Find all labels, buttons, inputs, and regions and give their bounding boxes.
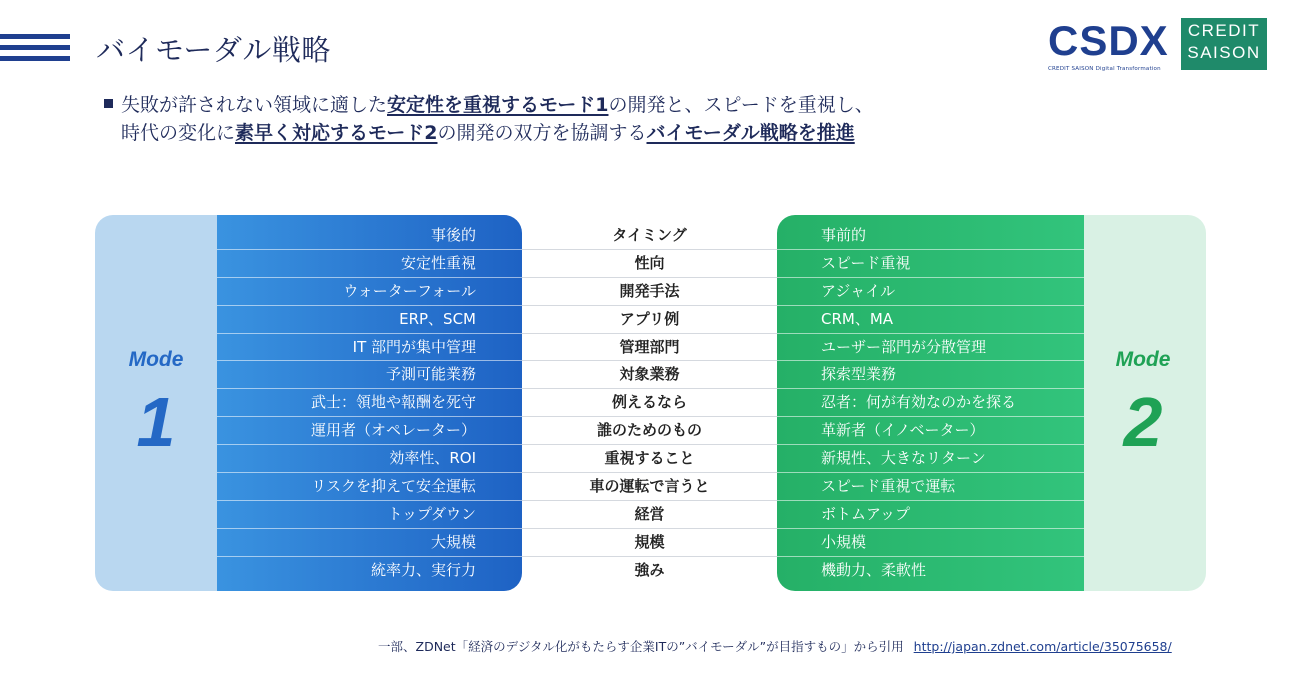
summary: 失敗が許されない領域に適した安定性を重視するモード1の開発と、スピードを重視し、 時代の変化に素早く対応するモード2の開発の双方を協調するバイモーダル戦略を推進	[104, 91, 874, 147]
mode1-item: 事後的	[217, 222, 522, 250]
menu-bars-icon	[0, 34, 70, 67]
criteria-item: 強み	[634, 560, 665, 579]
mode2-list	[777, 222, 1084, 585]
credit-saison-logo: CREDIT SAISON	[1181, 18, 1267, 70]
mode2-item: 機動力、柔軟性	[821, 560, 927, 579]
criteria-item: 対象業務	[522, 361, 777, 389]
mode2-number: 2	[1123, 383, 1163, 461]
mode1-item: IT 部門が集中管理	[217, 334, 522, 362]
source-link[interactable]: http://japan.zdnet.com/article/35075658/	[913, 639, 1172, 654]
criteria-item: 例えるなら	[522, 389, 777, 417]
mode1-item: ウォーターフォール	[217, 278, 522, 306]
mode1-list	[217, 222, 522, 585]
footnote: 一部、ZDNet「経済のデジタル化がもたらす企業ITの”バイモーダル”が目指すもの」から引用 http://japan.zdnet.com/article/35075658/	[378, 639, 1172, 654]
mode1-item: 武士：領地や報酬を死守	[217, 389, 522, 417]
mode1-number: 1	[136, 383, 176, 461]
mode1-item: 運用者（オペレーター）	[217, 417, 522, 445]
mode2-item: スピード重視	[777, 250, 1084, 278]
criteria-item: 重視すること	[522, 445, 777, 473]
mode1-item: リスクを抑えて安全運転	[217, 473, 522, 501]
mode2-item: 革新者（イノベーター）	[777, 417, 1084, 445]
bullet-icon	[104, 99, 113, 108]
mode1-item: 統率力、実行力	[370, 560, 476, 579]
mode2-item: スピード重視で運転	[777, 473, 1084, 501]
criteria-item: 車の運転で言うと	[522, 473, 777, 501]
mode2-item: CRM、MA	[777, 306, 1084, 334]
page-title: バイモーダル戦略	[96, 33, 331, 67]
mode1-item: 予測可能業務	[217, 361, 522, 389]
mode1-item: 大規模	[217, 529, 522, 557]
csdx-logo: CSDX CREDIT SAISON Digital Transformation	[1048, 17, 1169, 72]
mode2-item: 忍者：何が有効なのかを探る	[777, 389, 1084, 417]
mode2-item: 探索型業務	[777, 361, 1084, 389]
mode1-item: 効率性、ROI	[217, 445, 522, 473]
mode1-item: ERP、SCM	[217, 306, 522, 334]
criteria-item: タイミング	[522, 222, 777, 250]
criteria-item: 経営	[522, 501, 777, 529]
mode2-label: Mode	[1115, 348, 1171, 371]
mode2-item: ボトムアップ	[777, 501, 1084, 529]
mode2-item: 事前的	[777, 222, 1084, 250]
mode1-item: 安定性重視	[217, 250, 522, 278]
criteria-item: 開発手法	[522, 278, 777, 306]
criteria-list	[522, 222, 777, 585]
criteria-item: 誰のためのもの	[522, 417, 777, 445]
criteria-item: 管理部門	[522, 334, 777, 362]
mode2-item: ユーザー部門が分散管理	[777, 334, 1084, 362]
criteria-item: 性向	[522, 250, 777, 278]
mode1-label: Mode	[128, 348, 184, 371]
criteria-item: 規模	[522, 529, 777, 557]
mode2-item: 新規性、大きなリターン	[777, 445, 1084, 473]
criteria-item: アプリ例	[522, 306, 777, 334]
mode2-item: 小規模	[777, 529, 1084, 557]
mode1-item: トップダウン	[217, 501, 522, 529]
mode2-item: アジャイル	[777, 278, 1084, 306]
